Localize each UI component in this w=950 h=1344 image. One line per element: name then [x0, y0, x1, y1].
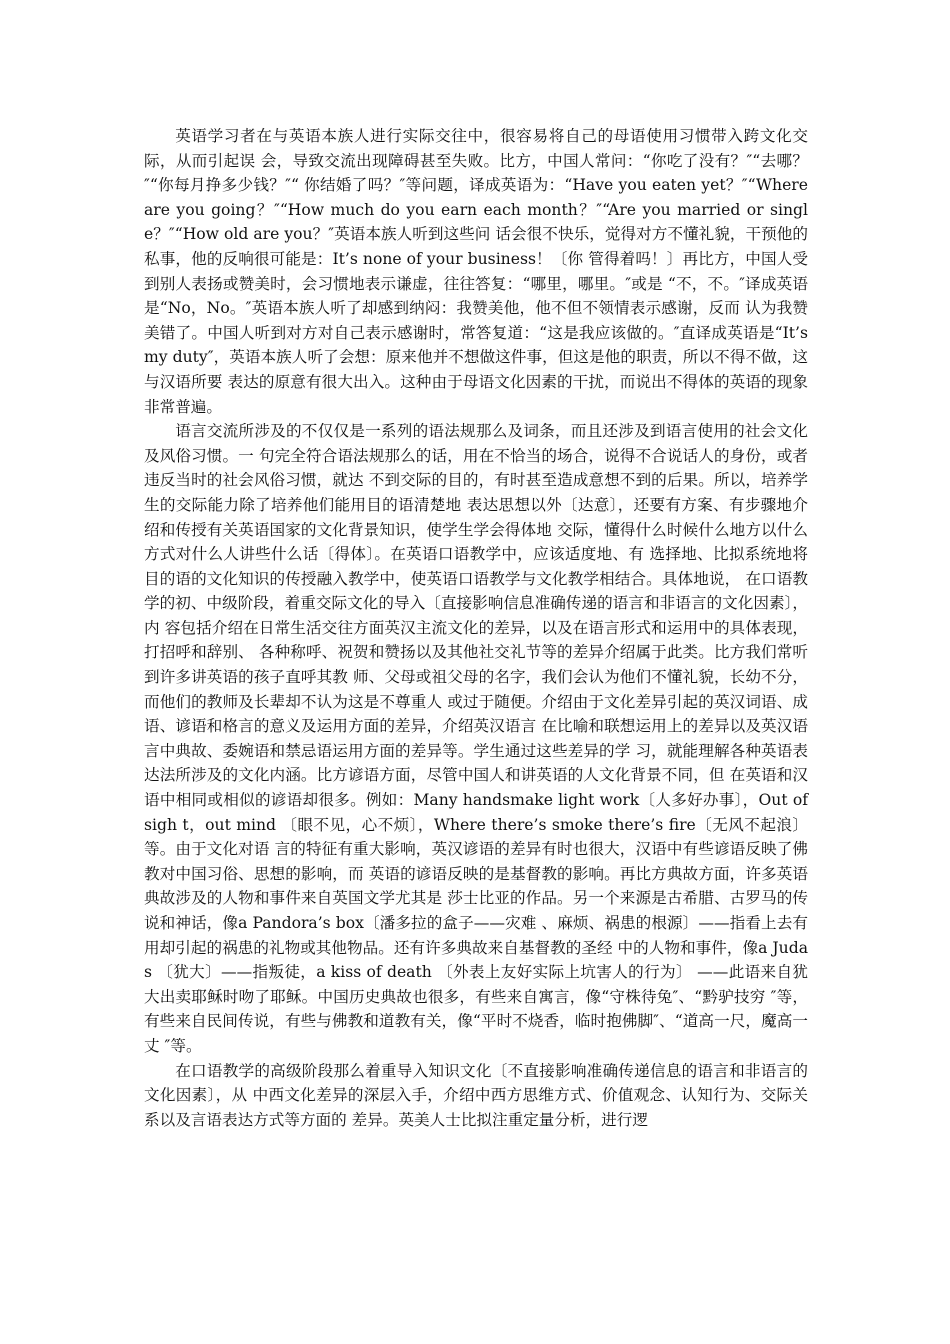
document-body [144, 124, 808, 1132]
paragraph-1: 英语学习者在与英语本族人进行实际交往中，很容易将自己的母语使用习惯带入跨文化交际，从而引起误 会，导致交流出现障碍甚至失败。比方，中国人常问：“你吃了没有？″“去哪？″“你每月挣多少钱？″“ 你结婚了吗？″等问题，译成英语为：“Have you eaten yet？″“Where are you going？″“How much do you earn each month？″“Are you married or single？″“How old are you？″英语本族人听到这些问 话会很不快乐，觉得对方不懂礼貌，干预他的私事，他的反响很可能是：It’s none of your business！〔你 管得着吗！〕再比方，中国人受到别人表扬或赞美时，会习惯地表示谦虚，往往答复：“哪里，哪里。″或是 “不，不。″译成英语是“No，No。″英语本族人听了却感到纳闷：我赞美他，他不但不领情表示感谢，反而 认为我赞美错了。中国人听到对方对自己表示感谢时，常答复道：“这是我应该做的。″直译成英语是“It’s my duty″，英语本族人听了会想：原来他并不想做这件事，但这是他的职责，所以不得不做，这与汉语所要 表达的原意有很大出入。这种由于母语文化因素的干扰，而说出不得体的英语的现象非常普遍。 [144, 127, 808, 416]
paragraph-2: 语言交流所涉及的不仅仅是一系列的语法规那么及词条，而且还涉及到语言使用的社会文化及风俗习惯。一 句完全符合语法规那么的话，用在不恰当的场合，说得不合说话人的身份，或者违反当时的社会风俗习惯，就达 不到交际的目的，有时甚至造成意想不到的后果。所以，培养学生的交际能力除了培养他们能用目的语清楚地 表达思想以外〔达意〕，还要有方案、有步骤地介绍和传授有关英语国家的文化背景知识，使学生学会得体地 交际，懂得什么时候什么地方以什么方式对什么人讲些什么话〔得体〕。在英语口语教学中，应该适度地、有 选择地、比拟系统地将目的语的文化知识的传授融入教学中，使英语口语教学与文化教学相结合。具体地说， 在口语教学的初、中级阶段，着重交际文化的导入〔直接影响信息准确传递的语言和非语言的文化因素〕，内 容包括介绍在日常生活交往方面英汉主流文化的差异，以及在语言形式和运用中的具体表现，打招呼和辞别、 各种称呼、祝贺和赞扬以及其他社交礼节等的差异介绍属于此类。比方我们常听到许多讲英语的孩子直呼其教 师、父母或祖父母的名字，我们会认为他们不懂礼貌，长幼不分，而他们的教师及长辈却不认为这是不尊重人 或过于随便。介绍由于文化差异引起的英汉词语、成语、谚语和格言的意义及运用方面的差异，介绍英汉语言 在比喻和联想运用上的差异以及英汉语言中典故、委婉语和禁忌语运用方面的差异等。学生通过这些差异的学 习，就能理解各种英语表达法所涉及的文化内涵。比方谚语方面，尽管中国人和讲英语的人文化背景不同，但 在英语和汉语中相同或相似的谚语却很多。例如：Many handsmake light work〔人多好办事〕，Out of sigh t，out mind 〔眼不见，心不烦〕，Where there’s smoke there’s fire〔无风不起浪〕等。由于文化对语 言的特征有重大影响，英汉谚语的差异有时也很大，汉语中有些谚语反映了佛教对中国习俗、思想的影响，而 英语的谚语反映的是基督教的影响。再比方典故方面，许多英语典故涉及的人物和事件来自英国文学尤其是 莎士比亚的作品。另一个来源是古希腊、古罗马的传说和神话，像a Pandora’s box〔潘多拉的盒子——灾难 、麻烦、祸患的根源〕——指看上去有用却引起的祸患的礼物或其他物品。还有许多典故来自基督教的圣经 中的人物和事件，像a Judas 〔犹大〕——指叛徒，a kiss of death 〔外表上友好实际上坑害人的行为〕 ——此语来自犹大出卖耶稣时吻了耶稣。中国历史典故也很多，有些来自寓言，像“守株待兔″、“黔驴技穷 ″等，有些来自民间传说，有些与佛教和道教有关，像“平时不烧香，临时抱佛脚″、“道高一尺，魔高一丈 ″等。 [144, 422, 808, 1055]
paragraph-3: 在口语教学的高级阶段那么着重导入知识文化〔不直接影响准确传递信息的语言和非语言的文化因素〕，从 中西文化差异的深层入手，介绍中西方思维方式、价值观念、认知行为、交际关系以及言语表达方式等方面的 差异。英美人士比拟注重定量分析，进行逻 [144, 1061, 808, 1129]
